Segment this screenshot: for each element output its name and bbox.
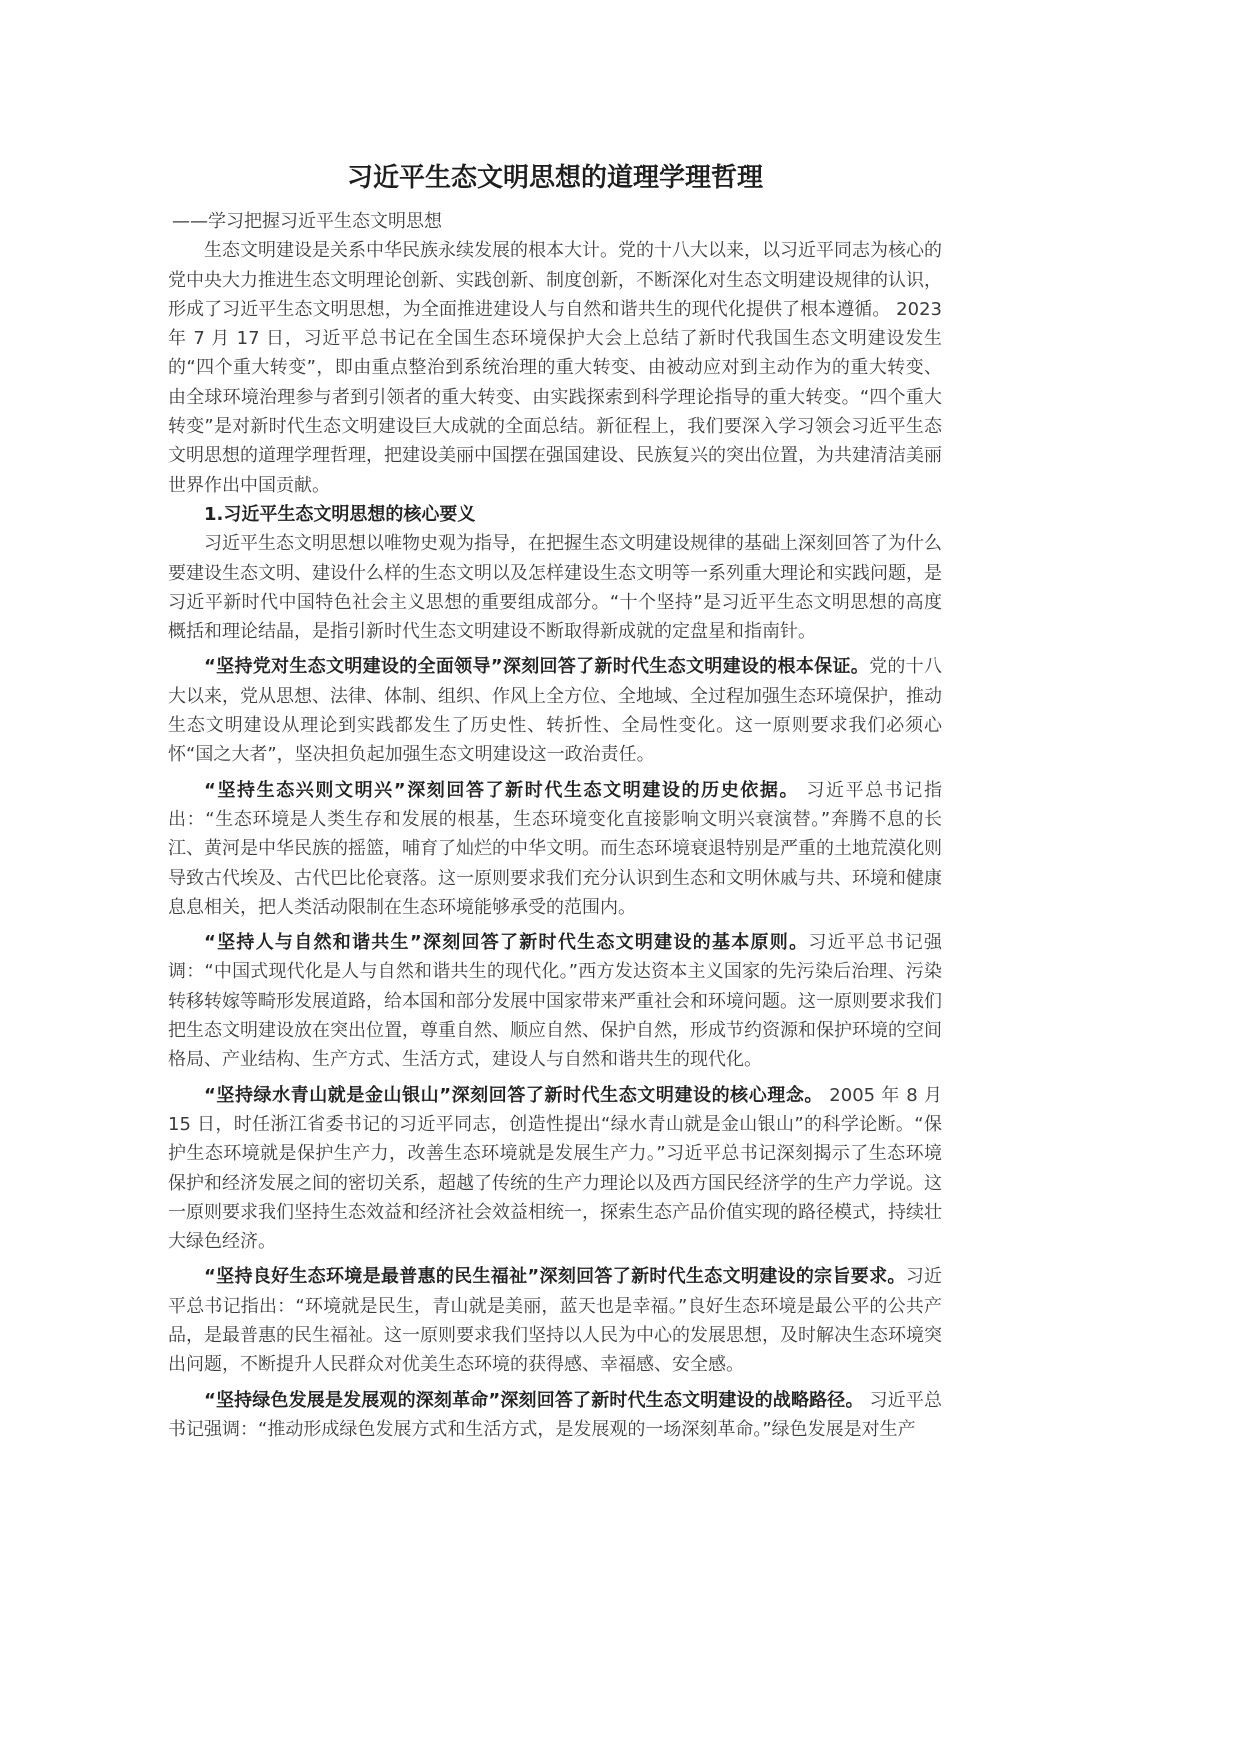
principle-lead: “坚持生态兴则文明兴”深刻回答了新时代生态文明建设的历史依据。 (204, 779, 800, 801)
principle-party-leadership (168, 652, 942, 769)
principle-lead: “坚持绿色发展是发展观的深刻革命”深刻回答了新时代生态文明建设的战略路径。 (204, 1389, 864, 1411)
principle-ecological-welfare (168, 1262, 942, 1379)
principle-lead: “坚持党对生态文明建设的全面领导”深刻回答了新时代生态文明建设的根本保证。 (204, 656, 870, 678)
section-intro-paragraph: 习近平生态文明思想以唯物史观为指导，在把握生态文明建设规律的基础上深刻回答了为什么要建设生态文明、建设什么样的生态文明以及怎样建设生态文明等一系列重大理论和实践问题，是习近平新时代中国特色社会主义思想的重要组成部分。“十个坚持”是习近平生态文明思想的高度概括和理论结晶，是指引新时代生态文明建设不断取得新成就的定盘星和指南针。 (168, 533, 942, 643)
principle-lead: “坚持绿水青山就是金山银山”深刻回答了新时代生态文明建设的核心理念。 (204, 1084, 823, 1106)
document-page (168, 160, 942, 1444)
principle-lead: “坚持良好生态环境是最普惠的民生福祉”深刻回答了新时代生态文明建设的宗旨要求。 (204, 1266, 906, 1288)
principle-body: 习近平总书记指出：“生态环境是人类生存和发展的根基，生态环境变化直接影响文明兴衰演替。”奔腾不息的长江、黄河是中华民族的摇篮，哺育了灿烂的中华文明。而生态环境衰退特别是严重的土地荒漠化则导致古代埃及、古代巴比伦衰落。这一原则要求我们充分认识到生态和文明休戚与共、环境和健康息息相关，把人类活动限制在生态环境能够承受的范围内。 (168, 779, 942, 918)
document-subtitle: ——学习把握习近平生态文明思想 (172, 211, 442, 232)
principle-body: 党的十八大以来，党从思想、法律、体制、组织、作风上全方位、全地域、全过程加强生态环境保护，推动生态文明建设从理论到实践都发生了历史性、转折性、全局性变化。这一原则要求我们必须心怀“国之大者”，坚决担负起加强生态文明建设这一政治责任。 (168, 656, 942, 766)
principle-body: 2005 年 8 月 15 日，时任浙江省委书记的习近平同志，创造性提出“绿水青山就是金山银山”的科学论断。“保护生态环境就是保护生产力，改善生态环境就是发展生产力。”习近平总书记深刻揭示了生态环境保护和经济发展之间的密切关系，超越了传统的生产力理论以及西方国民经济学的生产力学说。这一原则要求我们坚持生态效益和经济社会效益相统一，探索生态产品价值实现的路径模式，持续壮大绿色经济。 (168, 1084, 942, 1253)
principle-body: 习近平总书记指出：“环境就是民生，青山就是美丽，蓝天也是幸福。”良好生态环境是最公平的公共产品，是最普惠的民生福祉。这一原则要求我们坚持以人民为中心的发展思想，及时解决生态环境突出问题，不断提升人民群众对优美生态环境的获得感、幸福感、安全感。 (168, 1266, 943, 1376)
principle-lead: “坚持人与自然和谐共生”深刻回答了新时代生态文明建设的基本原则。 (204, 932, 809, 954)
principle-ecology-civilization (168, 776, 942, 922)
principle-green-mountains (168, 1081, 942, 1257)
principle-harmony-with-nature (168, 928, 942, 1074)
principle-body: 习近平总书记强调：“中国式现代化是人与自然和谐共生的现代化。”西方发达资本主义国家的先污染后治理、污染转移转嫁等畸形发展道路，给本国和部分发展中国家带来严重社会和环境问题。这一原则要求我们把生态文明建设放在突出位置，尊重自然、顺应自然、保护自然，形成节约资源和保护环境的空间格局、产业结构、生产方式、生活方式，建设人与自然和谐共生的现代化。 (168, 932, 942, 1071)
document-title: 习近平生态文明思想的道理学理哲理 (346, 163, 763, 193)
principle-green-development (168, 1386, 942, 1445)
intro-paragraph: 生态文明建设是关系中华民族永续发展的根本大计。党的十八大以来，以习近平同志为核心的党中央大力推进生态文明理论创新、实践创新、制度创新，不断深化对生态文明建设规律的认识，形成了习近平生态文明思想，为全面推进建设人与自然和谐共生的现代化提供了根本遵循。 2023 年 7 月 17 日，习近平总书记在全国生态环境保护大会上总结了新时代我国生态文明建设发生的“四个重大转变”，即由重点整治到系统治理的重大转变、由被动应对到主动作为的重大转变、由全球环境治理参与者到引领者的重大转变、由实践探索到科学理论指导的重大转变。“四个重大转变”是对新时代生态文明建设巨大成就的全面总结。新征程上，我们要深入学习领会习近平生态文明思想的道理学理哲理，把建设美丽中国摆在强国建设、民族复兴的突出位置，为共建清洁美丽世界作出中国贡献。 (168, 240, 942, 496)
section-heading: 1.习近平生态文明思想的核心要义 (204, 503, 476, 525)
principle-body: 习近平总书记强调：“推动形成绿色发展方式和生活方式，是发展观的一场深刻革命。”绿色发展是对生产 (168, 1389, 942, 1440)
